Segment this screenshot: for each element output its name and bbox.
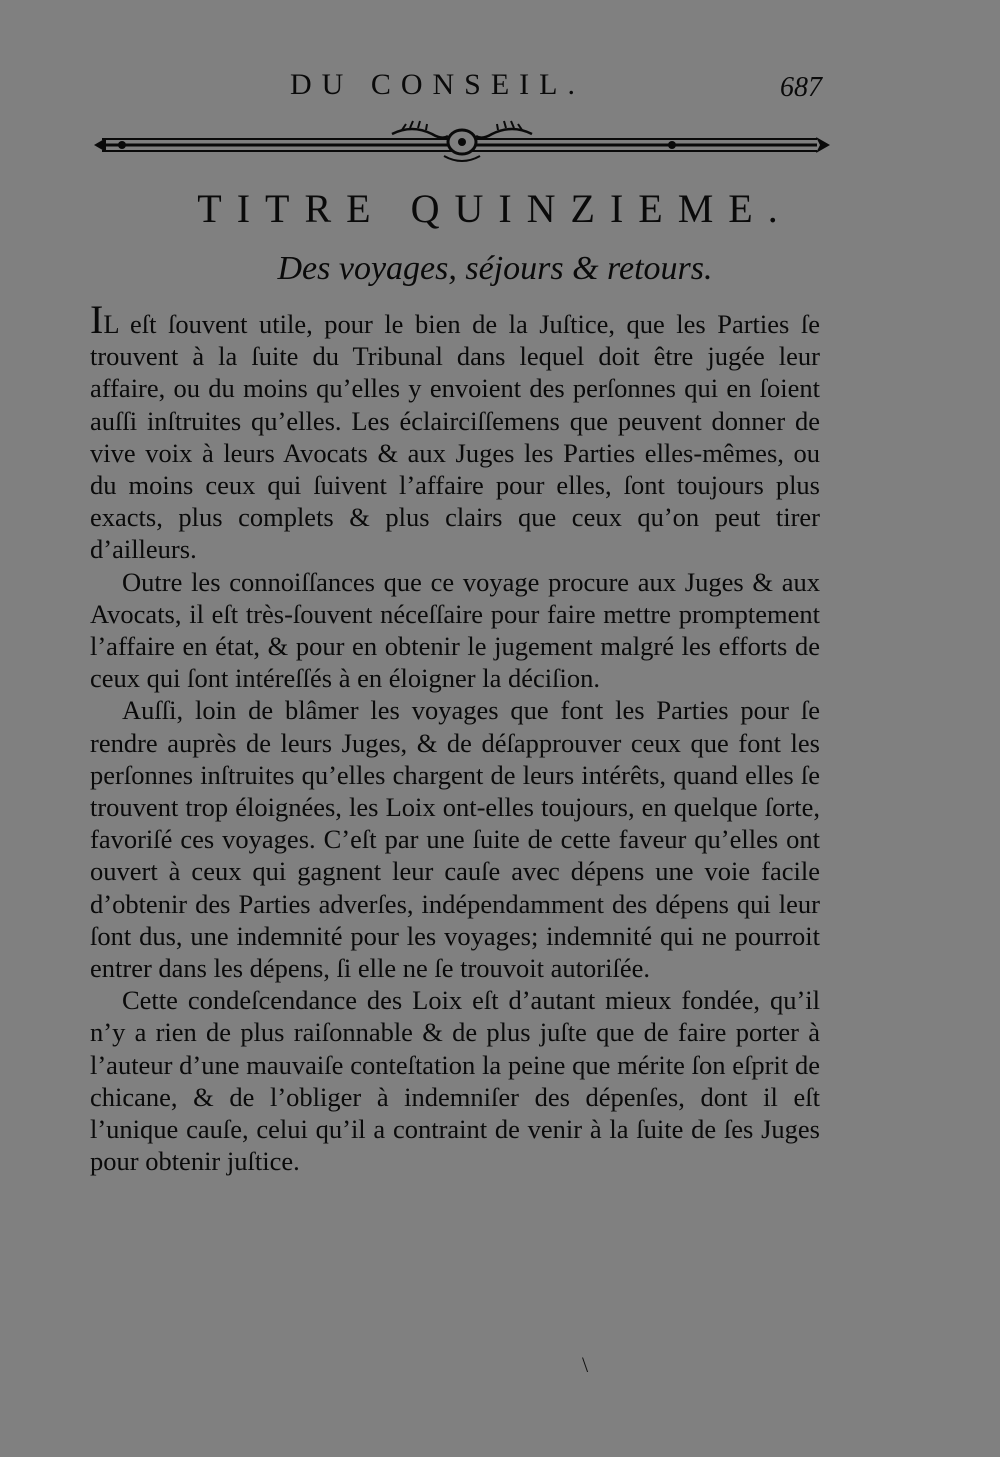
paragraph-4: Cette condeſcendance des Loix eſt d’autant mieux fondée, qu’il n’y a rien de plus raiſonnable & de plus juſte que de faire porter à l’auteur d’une mauvaiſe conteſtation la peine que mérite ſon eſprit de chicane, & de l’obliger à indemniſer des dépenſes, dont il eſt l’unique cauſe, celui qu’il a contraint de venir à la ſuite de ſes Juges pour obtenir juſtice. [90,985,820,1177]
ornamental-rule [92,120,832,170]
paragraph-2: Outre les connoiſſances que ce voyage procure aux Juges & aux Avocats, il eſt très-ſouvent néceſſaire pour faire mettre promptement l’affaire en état, & pour en obtenir le jugement malgré les efforts de ceux qui ſont intéreſſés à en éloigner la déciſion. [90,566,820,694]
chapter-title: TITRE QUINZIEME. [197,186,793,231]
paragraph-1-text: L eſt ſouvent utile, pour le bien de la Juſtice, que les Parties ſe trouvent à la ſuite du Tribunal dans lequel doit être jugée leur affaire, ou du moins qu’elles y envoient des perſonnes qui en ſoient auſſi inſtruites qu’elles. Les éclairciſſemens que peuvent donner de vive voix à leurs Avocats & aux Juges les Parties elles-mêmes, ou du moins ceux qui ſuivent l’affaire pour elles, ſont toujours plus exacts, plus complets & plus clairs que ceux qu’on peut tirer d’ailleurs. [90,309,820,565]
paragraph-3: Auſſi, loin de blâmer les voyages que font les Parties pour ſe rendre auprès de leurs Juges, & de déſapprouver ceux que font les perſonnes inſtruites qu’elles chargent de leurs intérêts, quand elles ſe trouvent trop éloignées, les Loix ont-elles toujours, en quelque ſorte, favoriſé ces voyages. C’eſt par une ſuite de cette faveur qu’elles ont ouvert à ceux qui gagnent leur cauſe avec dépens une voie facile d’obtenir des Parties adverſes, indépendamment des dépens qui leur ſont dus, une indemnité pour les voyages; indemnité qui ne pourroit entrer dans les dépens, ſi elle ne ſe trouvoit autoriſée. [90,695,820,984]
page-number: 687 [780,72,822,103]
chapter-subtitle: Des voyages, séjours & retours. [277,250,713,287]
drop-cap: I [90,297,104,342]
ink-mark: \ [582,1352,589,1377]
body-text [90,297,820,1177]
running-title: DU CONSEIL. [290,68,585,101]
paragraph-1 [90,297,820,566]
